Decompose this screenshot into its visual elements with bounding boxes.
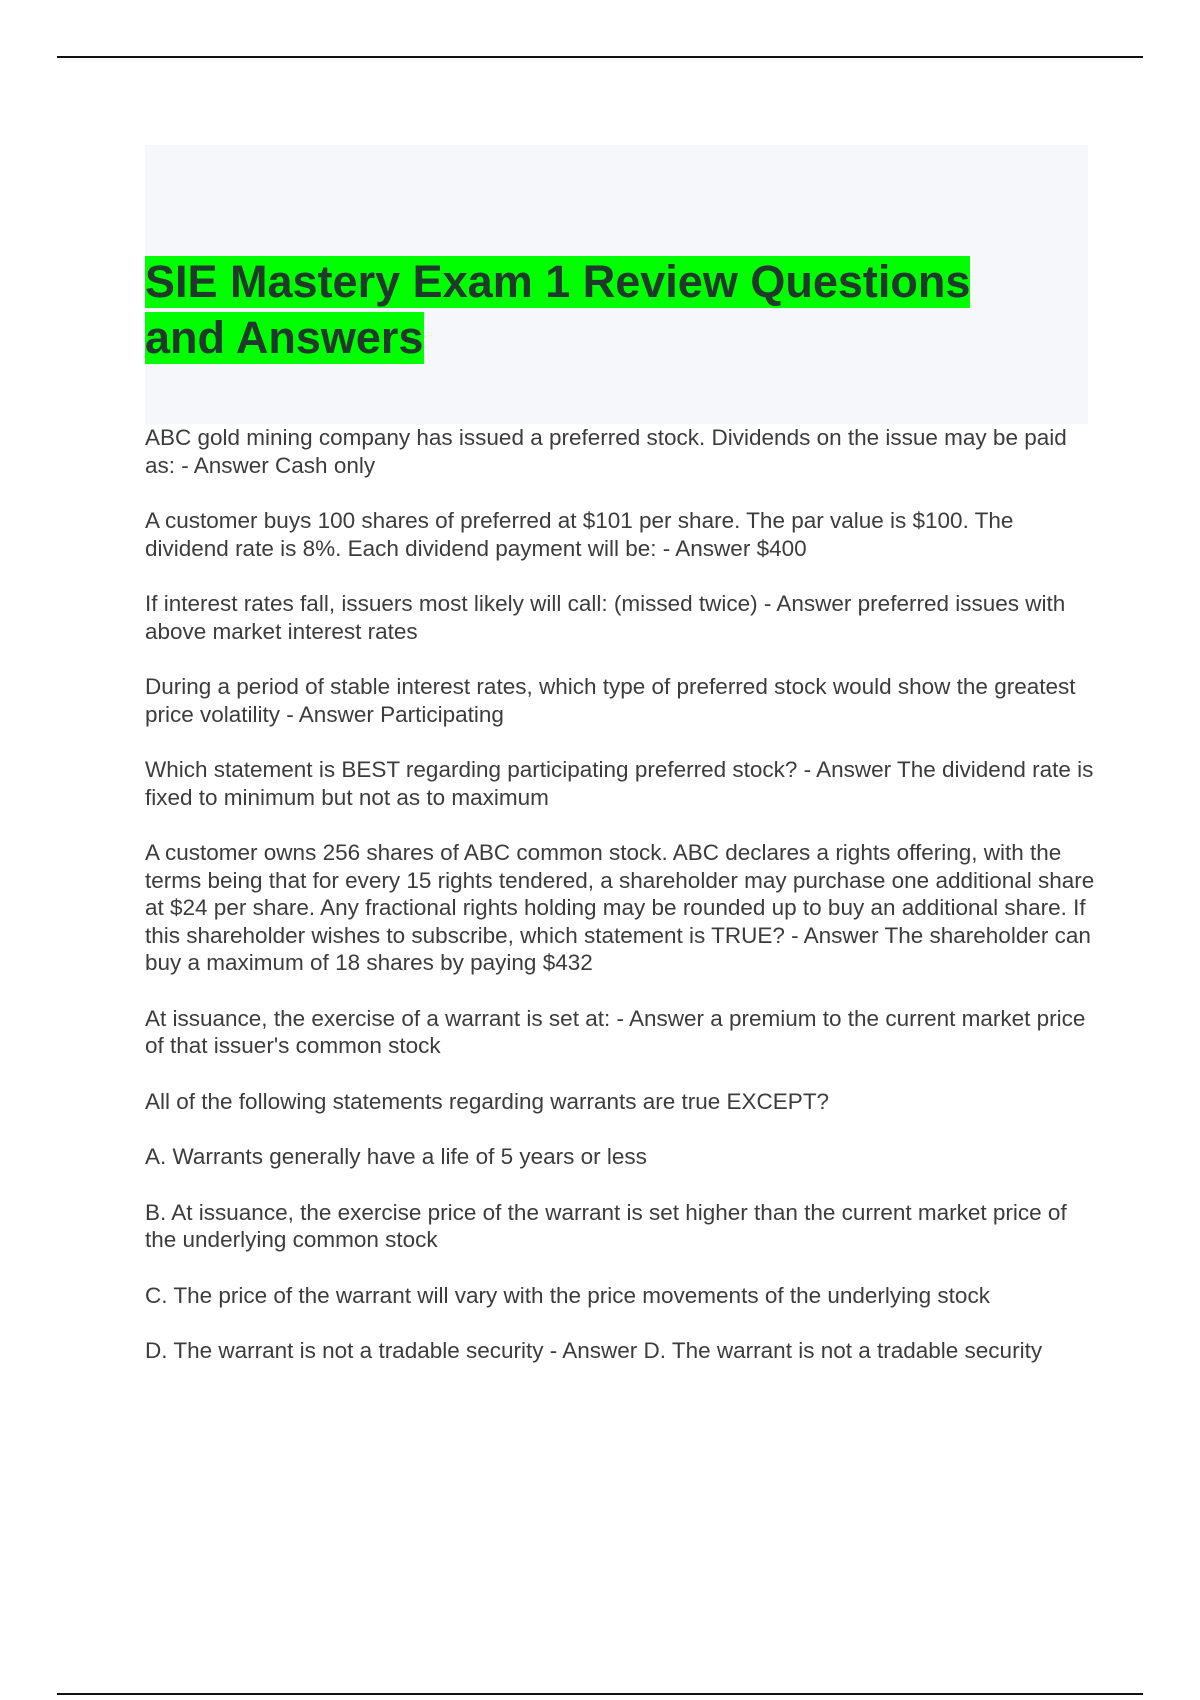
paragraph: At issuance, the exercise of a warrant is set at: - Answer a premium to the current market price of that issuer's common stock <box>145 1005 1086 1058</box>
bottom-rule <box>57 1693 1143 1695</box>
paragraph: ABC gold mining company has issued a preferred stock. Dividends on the issue may be paid as: - Answer Cash only <box>145 425 1067 478</box>
paragraph: A customer owns 256 shares of ABC common stock. ABC declares a rights offering, with the terms being that for every 15 rights tendered, a shareholder may purchase one additional share at $24 per share. Any fractional rights holding may be rounded up to buy an additional share. If this shareholder wishes to subscribe, which statement is TRUE? - Answer The shareholder can buy a maximum of 18 shares by paying $432 <box>145 840 1095 975</box>
paragraph: All of the following statements regarding warrants are true EXCEPT? <box>145 1088 830 1114</box>
title-highlight: SIE Mastery Exam 1 Review Questions and Answers <box>145 256 971 363</box>
top-rule <box>57 56 1143 58</box>
paragraph: If interest rates fall, issuers most likely will call: (missed twice) - Answer preferred issues with above market interest rates <box>145 591 1066 644</box>
document-title <box>145 254 1045 366</box>
paragraph: C. The price of the warrant will vary with the price movements of the underlying stock <box>145 1282 990 1308</box>
paragraph: During a period of stable interest rates, which type of preferred stock would show the greatest price volatility - Answer Participating <box>145 674 1076 727</box>
paragraph: D. The warrant is not a tradable security - Answer D. The warrant is not a tradable security <box>145 1338 1043 1363</box>
paragraph: A customer buys 100 shares of preferred at $101 per share. The par value is $100. The dividend rate is 8%. Each dividend payment will be: - Answer $400 <box>145 508 1014 561</box>
paragraph: B. At issuance, the exercise price of the warrant is set higher than the current market price of the underlying common stock <box>145 1199 1067 1252</box>
paragraph: Which statement is BEST regarding participating preferred stock? - Answer The dividend rate is fixed to minimum but not as to maximum <box>145 757 1094 810</box>
paragraph: A. Warrants generally have a life of 5 years or less <box>145 1144 647 1169</box>
document-body <box>145 424 1095 1393</box>
